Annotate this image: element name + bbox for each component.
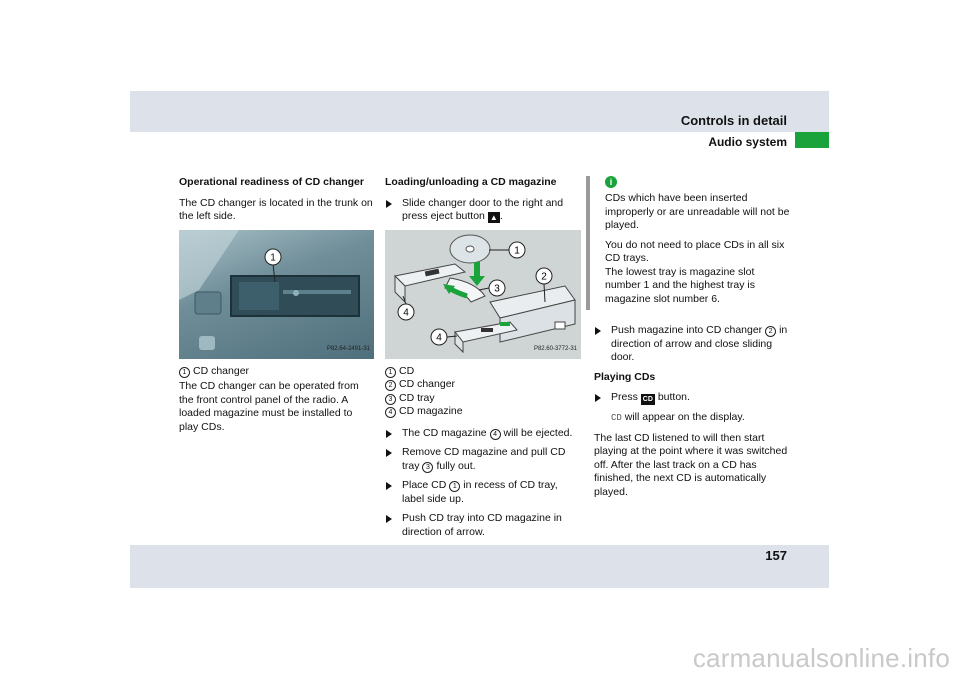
info-icon: i: [605, 176, 617, 188]
diagram-legend: [385, 365, 581, 419]
page-header-title: Controls in detail: [680, 113, 787, 128]
svg-text:1: 1: [270, 252, 276, 263]
section-tab-marker: [795, 132, 829, 148]
footer-band: [130, 545, 829, 588]
callout-number: 2: [385, 380, 396, 391]
legend-item: [385, 392, 581, 406]
svg-text:2: 2: [541, 271, 547, 282]
section-heading: Playing CDs: [594, 370, 656, 383]
legend-item: [385, 378, 581, 392]
cd-changer-trunk-photo: [179, 230, 374, 359]
svg-text:4: 4: [436, 332, 442, 343]
legend-text: CD: [399, 364, 415, 377]
step-text: Remove CD magazine and pull CD tray: [402, 446, 566, 472]
step-text: will be ejected.: [503, 426, 573, 439]
instruction-step: [385, 479, 581, 506]
instruction-step: Slide changer door to the right and press eject button ▲ .: [385, 197, 581, 224]
note-paragraph: You do not need to place CDs in all six CD trays.: [605, 238, 785, 264]
step-text: Place CD: [402, 479, 447, 491]
cd-key-icon: CD: [642, 396, 653, 403]
svg-text:3: 3: [494, 283, 500, 294]
step-text: Slide changer door to the right and press eject button: [402, 196, 564, 222]
callout-number: 4: [490, 429, 501, 440]
magazine-loading-illustration: [385, 230, 581, 359]
step-text: will appear on the display.: [624, 411, 745, 423]
image-code: P82.64-2491-31: [326, 346, 370, 352]
cd-magazine-diagram: [385, 230, 581, 359]
legend-text: CD changer: [193, 364, 250, 377]
section-heading: Operational readiness of CD changer: [179, 176, 364, 188]
step-text: in direction of arrow and close sliding door.: [611, 324, 788, 363]
legend-text: CD tray: [399, 391, 435, 404]
display-text: CD: [611, 413, 622, 423]
instruction-step: Push CD tray into CD magazine in direction of arrow.: [385, 512, 581, 539]
watermark-text: carmanualsonline.info: [692, 643, 950, 673]
info-note: [594, 176, 790, 312]
paragraph: The CD changer is located in the trunk on the left side.: [179, 196, 373, 222]
section-heading: Loading/unloading a CD magazine: [385, 176, 557, 188]
legend-item: [385, 405, 581, 419]
eject-button-icon: ▲: [488, 212, 500, 223]
callout-number: 4: [385, 407, 396, 418]
instruction-step: [385, 446, 581, 473]
note-paragraph: The lowest tray is magazine slot number 1 and the highest tray is magazine slot number 6.: [605, 265, 756, 305]
legend-item: [179, 365, 374, 379]
column-loading-magazine: [385, 176, 581, 545]
callout-number: 1: [179, 367, 190, 378]
column-cd-changer-readiness: [179, 176, 374, 440]
display-note: [594, 411, 790, 426]
callout-number: 3: [385, 394, 396, 405]
page-header-subtitle: Audio system: [708, 135, 787, 149]
legend-text: CD changer: [399, 378, 456, 390]
trunk-photo-illustration: [179, 230, 374, 359]
step-text: Press: [611, 391, 638, 403]
callout-number: 1: [385, 367, 396, 378]
photo-legend: [179, 365, 374, 379]
note-sidebar: [586, 176, 590, 310]
legend-text: CD magazine: [399, 405, 463, 417]
callout-number: 1: [449, 481, 460, 492]
step-text: fully out.: [436, 459, 476, 472]
step-text: in recess of CD tray, label side up.: [402, 479, 558, 505]
note-paragraph: CDs which have been inserted improperly or are unreadable will not be played.: [605, 192, 790, 231]
image-code: P82.60-3772-31: [533, 346, 577, 352]
step-text: The CD magazine: [402, 426, 487, 439]
svg-text:4: 4: [403, 307, 409, 318]
page-number: 157: [765, 548, 787, 563]
step-text: button.: [657, 391, 690, 403]
paragraph: The CD changer can be operated from the front control panel of the radio. A loaded magazine must be installed to play CDs.: [179, 380, 359, 433]
instruction-step: [594, 324, 790, 365]
instruction-step: [594, 391, 790, 405]
svg-text:1: 1: [514, 245, 520, 256]
instruction-step: [385, 427, 581, 441]
step-text: Push magazine into CD changer: [611, 324, 763, 336]
column-playing-cds: [594, 324, 790, 505]
legend-item: [385, 365, 581, 379]
callout-number: 2: [765, 326, 776, 337]
callout-number: 3: [422, 462, 433, 473]
paragraph: The last CD listened to will then start playing at the point where it was switched off. After the last track on a CD has finished, the next CD is automatically played.: [594, 431, 788, 498]
